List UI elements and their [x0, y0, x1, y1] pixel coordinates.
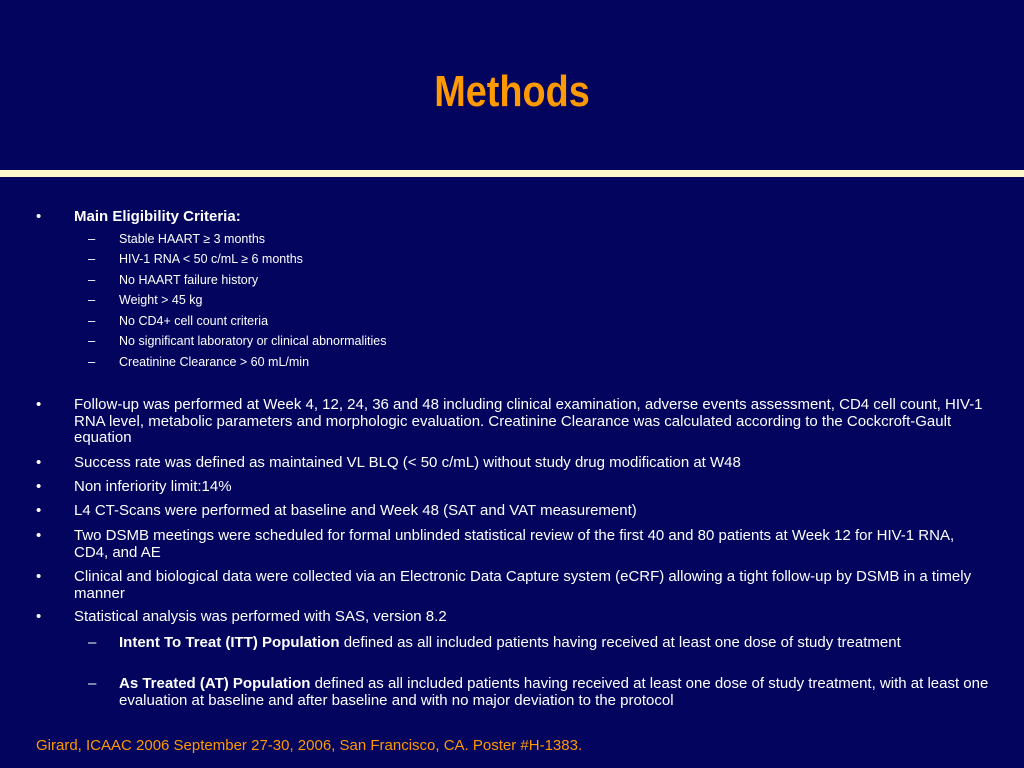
population-term: Intent To Treat (ITT) Population	[119, 634, 340, 651]
bullet-marker: •	[36, 527, 42, 544]
eligibility-item: No HAART failure history	[119, 273, 259, 287]
slide-title: Methods	[434, 67, 590, 116]
bullet-text: Clinical and biological data were collected via an Electronic Data Capture system (eCRF) allowing a tight follow-up by DSMB in a timely manner	[74, 568, 972, 602]
population-item	[119, 676, 989, 709]
dash-marker: –	[88, 231, 96, 246]
bullet-text: Follow-up was performed at Week 4, 12, 24, 36 and 48 including clinical examination, adverse events assessment, CD4 cell count, HIV-1 RNA level, metabolic parameters and morphologic evaluation. Creatinine Clearance was calculated according to the Cockcroft-Gault equation	[74, 396, 983, 446]
bullet-marker: •	[36, 396, 42, 413]
dash-marker: –	[88, 292, 96, 307]
dash-marker: –	[88, 251, 96, 266]
eligibility-item: No CD4+ cell count criteria	[119, 314, 269, 328]
dash-marker: –	[88, 313, 96, 328]
bullet-text: L4 CT-Scans were performed at baseline and Week 48 (SAT and VAT measurement)	[74, 502, 637, 519]
eligibility-item: Creatinine Clearance > 60 mL/min	[119, 355, 310, 369]
citation-footer: Girard, ICAAC 2006 September 27-30, 2006, San Francisco, CA. Poster #H-1383.	[36, 737, 583, 754]
dash-marker: –	[88, 354, 96, 369]
bullet-marker: •	[36, 568, 42, 585]
eligibility-item: Weight > 45 kg	[119, 293, 203, 307]
bullet-marker: •	[36, 208, 42, 225]
bullet-marker: •	[36, 608, 42, 625]
eligibility-item: HIV-1 RNA < 50 c/mL ≥ 6 months	[119, 252, 303, 266]
bullet-text: Two DSMB meetings were scheduled for formal unblinded statistical review of the first 40 and 80 patients at Week 12 for HIV-1 RNA, CD4, and AE	[74, 527, 955, 561]
bullet-marker: •	[36, 454, 42, 471]
eligibility-item: Stable HAART ≥ 3 months	[119, 232, 266, 246]
eligibility-heading: Main Eligibility Criteria:	[74, 208, 241, 225]
bullet-text: Statistical analysis was performed with SAS, version 8.2	[74, 608, 447, 625]
dash-marker: –	[88, 675, 97, 692]
eligibility-item: No significant laboratory or clinical abnormalities	[119, 334, 387, 348]
population-term: As Treated (AT) Population	[119, 675, 311, 692]
population-definition: defined as all included patients having received at least one dose of study treatment	[339, 634, 901, 651]
bullet-marker: •	[36, 478, 42, 495]
bullet-text: Non inferiority limit:14%	[74, 478, 232, 495]
dash-marker: –	[88, 272, 96, 287]
bullet-marker: •	[36, 502, 42, 519]
population-item	[119, 635, 989, 652]
dash-marker: –	[88, 333, 96, 348]
population-definition: defined as all included patients having received at least one dose of study treatment, with at least one evaluation at baseline and after baseline and with no major deviation to the protocol	[119, 675, 989, 709]
bullet-text: Success rate was defined as maintained VL BLQ (< 50 c/mL) without study drug modification at W48	[74, 454, 741, 471]
dash-marker: –	[88, 634, 97, 651]
title-divider	[0, 170, 1024, 177]
